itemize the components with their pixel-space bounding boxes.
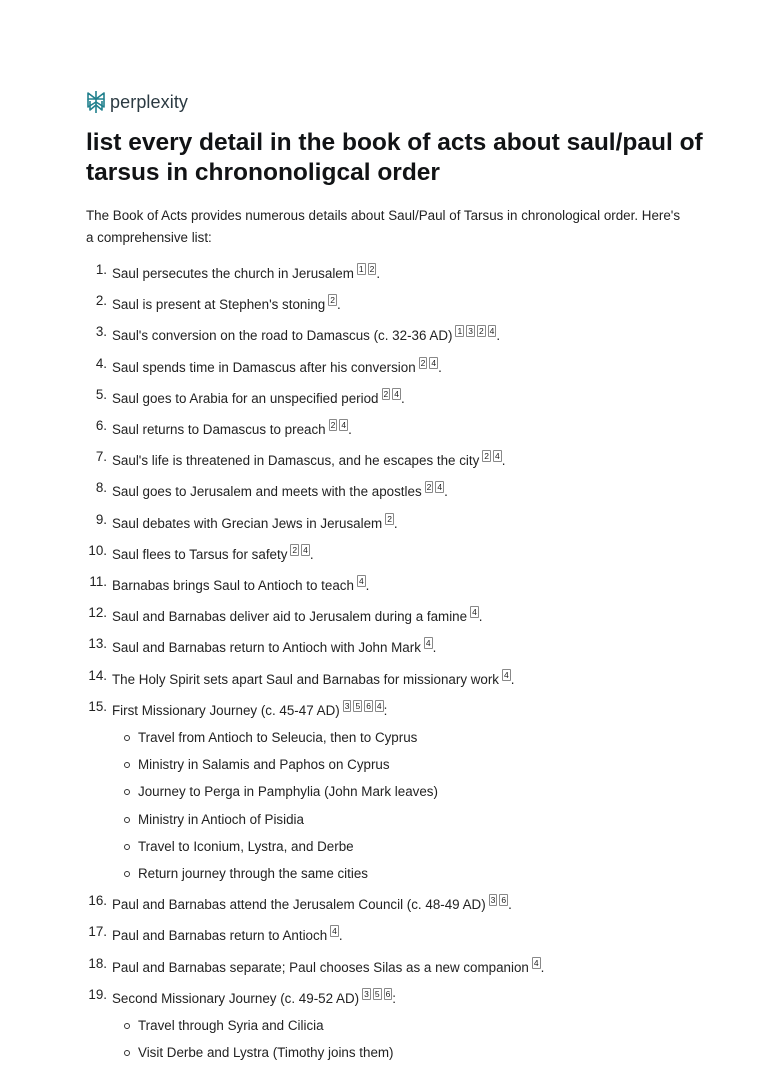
list-item-number: 1. xyxy=(95,262,107,277)
citation-group xyxy=(468,607,479,617)
list-item-number: 9. xyxy=(95,511,107,527)
citation-group xyxy=(423,482,444,492)
list-item-text: Second Missionary Journey (c. 49-52 AD) xyxy=(112,990,360,1006)
citation-link[interactable]: 4 xyxy=(376,700,382,711)
list-item-punctuation: . xyxy=(510,671,515,687)
list-item-punctuation: . xyxy=(478,609,483,625)
list-item-punctuation: . xyxy=(348,422,352,438)
list-item-punctuation: . xyxy=(309,546,314,562)
list-item-number: 3. xyxy=(95,324,107,340)
citation-group xyxy=(328,926,339,936)
citation-link[interactable]: 5 xyxy=(374,988,380,999)
list-item-text: The Holy Spirit sets apart Saul and Barnabas for missionary work xyxy=(112,671,500,687)
citation-link[interactable]: 5 xyxy=(355,700,361,711)
citation-link[interactable]: 4 xyxy=(332,926,337,937)
list-item-punctuation: . xyxy=(438,359,442,375)
citation-link[interactable]: 1 xyxy=(358,264,364,274)
citation-group xyxy=(480,451,501,461)
sub-list-item: Journey to Perga in Pamphylia (John Mark leaves) xyxy=(112,778,726,805)
citation-link[interactable]: 2 xyxy=(383,388,389,399)
citation-link[interactable]: 3 xyxy=(490,895,496,906)
list-item-punctuation: . xyxy=(508,897,512,913)
list-item xyxy=(86,918,726,949)
list-item-text: Saul goes to Arabia for an unspecified period xyxy=(112,390,379,406)
citation-link[interactable]: 4 xyxy=(495,451,500,462)
citation-link[interactable]: 2 xyxy=(330,295,335,306)
list-item-text: Saul returns to Damascus to preach xyxy=(112,422,326,438)
citation-link[interactable]: 2 xyxy=(330,420,336,431)
list-item-number: 18. xyxy=(88,955,107,971)
list-item-punctuation: : xyxy=(383,702,388,718)
brand-logo[interactable] xyxy=(86,90,188,114)
list-item xyxy=(86,287,726,318)
citation-link[interactable]: 4 xyxy=(489,326,495,337)
list-item-number: 6. xyxy=(95,418,107,434)
citation-group xyxy=(530,958,541,968)
citation-link[interactable]: 4 xyxy=(303,544,308,555)
list-item-number: 5. xyxy=(95,386,107,402)
citation-group xyxy=(383,514,394,524)
list-item-text: Saul goes to Jerusalem and meets with the apostles xyxy=(112,484,422,500)
citation-link[interactable]: 1 xyxy=(457,326,463,337)
list-item-number: 4. xyxy=(95,355,107,371)
citation-link[interactable]: 4 xyxy=(437,482,443,493)
citation-group xyxy=(355,576,366,586)
list-item-number: 16. xyxy=(88,893,107,909)
citation-link[interactable]: 3 xyxy=(364,988,369,999)
list-item-punctuation: . xyxy=(336,297,341,313)
page-title: list every detail in the book of acts about saul/paul of tarsus in chrononoligcal order xyxy=(86,129,703,186)
list-item-punctuation: . xyxy=(376,266,381,281)
citation-group xyxy=(360,989,392,999)
citation-group xyxy=(327,420,348,430)
sub-list-item: Return journey through the same cities xyxy=(112,860,726,887)
list-item xyxy=(86,599,726,630)
list-item-text: Saul persecutes the church in Jerusalem xyxy=(112,266,354,281)
citation-group xyxy=(487,895,508,905)
citation-link[interactable]: 6 xyxy=(366,700,371,711)
list-item-text: Paul and Barnabas attend the Jerusalem Council (c. 48-49 AD) xyxy=(112,897,486,913)
list-item-text: Paul and Barnabas return to Antioch xyxy=(112,928,328,944)
list-item-text: Saul is present at Stephen's stoning xyxy=(112,297,326,313)
list-item xyxy=(86,950,726,981)
list-item-number: 15. xyxy=(88,698,107,714)
chronology-list xyxy=(86,256,726,1066)
list-item-punctuation: . xyxy=(393,515,398,531)
list-item-number: 12. xyxy=(88,605,107,621)
list-item-text: Saul and Barnabas deliver aid to Jerusalem during a famine xyxy=(112,609,468,625)
citation-link[interactable]: 2 xyxy=(369,264,375,274)
list-item xyxy=(86,693,726,887)
sub-list-item: Travel from Antioch to Seleucia, then to Cyprus xyxy=(112,724,726,751)
citation-group xyxy=(326,295,337,305)
list-item-text: Barnabas brings Saul to Antioch to teach xyxy=(112,578,354,594)
citation-group xyxy=(453,326,496,336)
list-item-punctuation: . xyxy=(540,959,545,975)
list-item-text: Saul's life is threatened in Damascus, and he escapes the city xyxy=(112,453,480,469)
citation-link[interactable]: 2 xyxy=(387,513,392,524)
citation-group xyxy=(355,264,376,274)
list-item-number: 7. xyxy=(95,449,107,465)
sub-list-item: Ministry in Antioch of Pisidia xyxy=(112,806,726,833)
list-item xyxy=(86,256,726,287)
list-item-number: 10. xyxy=(88,542,107,558)
list-item-number: 13. xyxy=(88,636,107,652)
list-item-text: Paul and Barnabas separate; Paul chooses Silas as a new companion xyxy=(112,959,529,975)
list-item xyxy=(86,537,726,568)
list-item-punctuation: . xyxy=(444,484,448,500)
list-item xyxy=(86,662,726,693)
citation-link[interactable]: 4 xyxy=(394,388,399,399)
list-item-punctuation: . xyxy=(432,640,437,656)
list-item-number: 11. xyxy=(89,574,107,590)
list-item xyxy=(86,887,726,918)
citation-link[interactable]: 4 xyxy=(358,576,364,587)
citation-link[interactable]: 2 xyxy=(484,451,490,462)
citation-link[interactable]: 4 xyxy=(504,669,509,680)
list-item xyxy=(86,506,726,537)
list-item xyxy=(86,474,726,505)
brand-name: perplexity xyxy=(110,91,189,112)
list-item xyxy=(86,630,726,661)
citation-link[interactable]: 6 xyxy=(501,895,507,906)
list-item-number: 8. xyxy=(95,480,107,496)
list-item-text: Saul flees to Tarsus for safety xyxy=(112,546,288,562)
sub-list-item: Ministry in Salamis and Paphos on Cyprus xyxy=(112,751,726,778)
list-item xyxy=(86,443,726,474)
perplexity-logo-icon xyxy=(86,90,106,114)
list-item-number: 2. xyxy=(95,293,107,309)
list-item-number: 17. xyxy=(88,924,107,940)
sub-list-item: Visit Derbe and Lystra (Timothy joins them) xyxy=(112,1039,726,1066)
citation-link[interactable]: 4 xyxy=(341,420,347,431)
citation-link[interactable]: 4 xyxy=(533,957,539,968)
sub-list xyxy=(112,724,726,887)
list-item-number: 14. xyxy=(88,667,107,683)
sub-list-item: Travel to Iconium, Lystra, and Derbe xyxy=(112,833,726,860)
list-item-text: Saul's conversion on the road to Damascus (c. 32-36 AD) xyxy=(112,328,453,344)
citation-group xyxy=(341,701,384,711)
list-item xyxy=(86,981,726,1066)
list-item-punctuation: : xyxy=(392,990,397,1006)
list-item-text: Saul debates with Grecian Jews in Jerusalem xyxy=(112,515,383,531)
list-item-punctuation: . xyxy=(496,328,501,344)
sub-list xyxy=(112,1012,726,1066)
list-item xyxy=(86,318,726,349)
citation-group xyxy=(380,389,401,399)
list-item-punctuation: . xyxy=(365,578,370,594)
list-item-punctuation: . xyxy=(501,453,506,469)
list-item xyxy=(86,412,726,443)
citation-link[interactable]: 4 xyxy=(425,638,431,649)
citation-link[interactable]: 2 xyxy=(292,544,298,555)
list-item-punctuation: . xyxy=(338,928,343,944)
list-item xyxy=(86,381,726,412)
list-item-text: Saul spends time in Damascus after his conversion xyxy=(112,359,416,375)
intro-paragraph: The Book of Acts provides numerous details about Saul/Paul of Tarsus in chronological order. Here's a comprehensive list: xyxy=(86,208,681,245)
citation-link[interactable]: 4 xyxy=(472,607,477,618)
citation-link[interactable]: 2 xyxy=(420,357,426,368)
citation-link[interactable]: 6 xyxy=(385,988,391,999)
citation-group xyxy=(417,358,438,368)
citation-link[interactable]: 3 xyxy=(468,326,473,337)
citation-link[interactable]: 2 xyxy=(478,326,484,337)
list-item xyxy=(86,350,726,381)
citation-link[interactable]: 3 xyxy=(344,700,350,711)
list-item xyxy=(86,568,726,599)
list-item-text: Saul and Barnabas return to Antioch with John Mark xyxy=(112,640,421,656)
list-item-punctuation: . xyxy=(400,390,405,406)
sub-list-item: Travel through Syria and Cilicia xyxy=(112,1012,726,1039)
list-item-text: First Missionary Journey (c. 45-47 AD) xyxy=(112,702,340,718)
citation-link[interactable]: 4 xyxy=(431,357,437,368)
citation-group xyxy=(288,545,309,555)
citation-link[interactable]: 2 xyxy=(426,482,432,493)
citation-group xyxy=(500,670,511,680)
citation-group xyxy=(422,638,433,648)
list-item-number: 19. xyxy=(88,986,107,1002)
